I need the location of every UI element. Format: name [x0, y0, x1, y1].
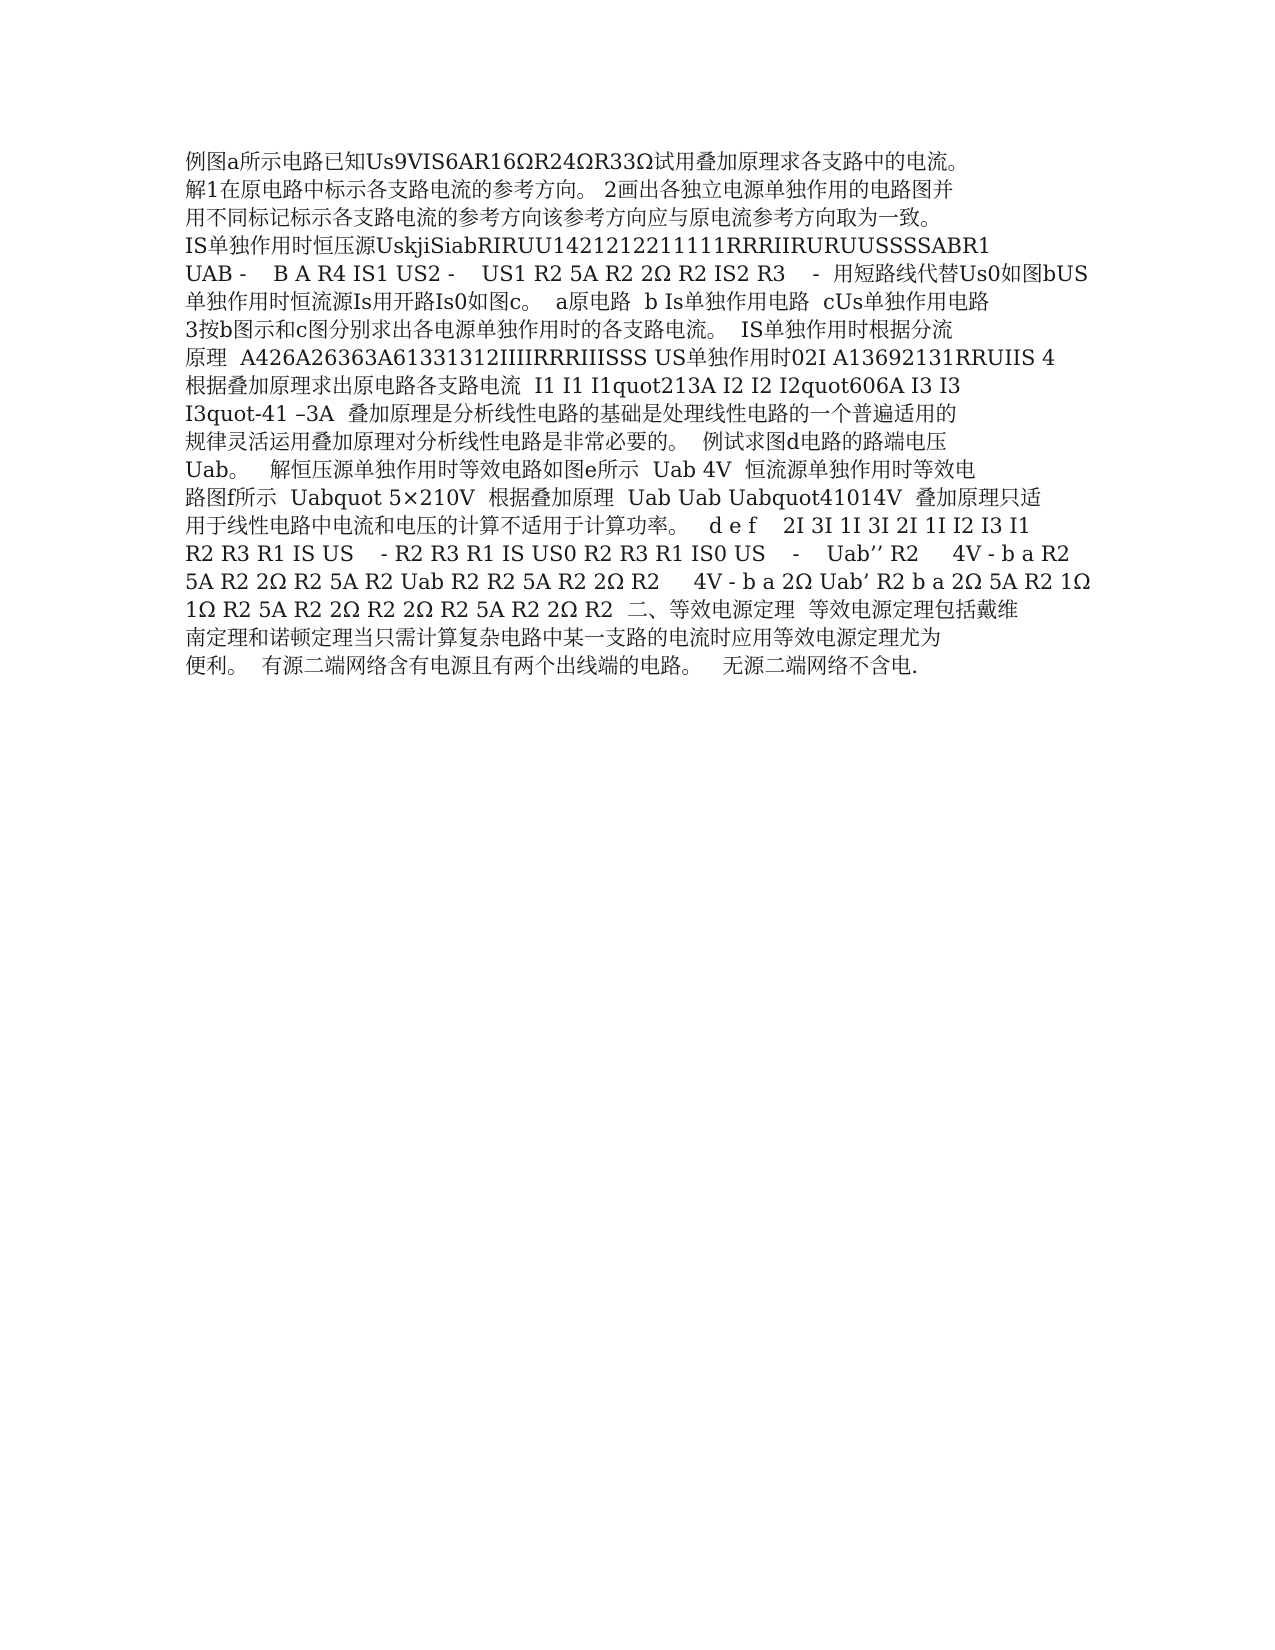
document-body — [185, 148, 1105, 680]
text-line: 用不同标记标示各支路电流的参考方向该参考方向应与原电流参考方向取为一致。 — [185, 206, 941, 230]
text-line: I3quot-41 –3A 叠加原理是分析线性电路的基础是处理线性电路的一个普遍适用的 — [185, 402, 957, 426]
text-line: 根据叠加原理求出原电路各支路电流 I1 I1 I1quot213A I2 I2 I2quot606A I3 I3 — [185, 374, 961, 398]
text-line: 用于线性电路中电流和电压的计算不适用于计算功率。 d e f 2I 3I 1I 3I 2I 1I I2 I3 I1 — [185, 514, 1032, 538]
text-line: 1Ω R2 5A R2 2Ω R2 2Ω R2 5A R2 2Ω R2 二、等效电源定理 等效电源定理包括戴维 — [185, 598, 1019, 622]
text-line: UAB - B A R4 IS1 US2 - US1 R2 5A R2 2Ω R2 IS2 R3 - 用短路线代替Us0如图bUS — [185, 262, 1089, 286]
text-line: 5A R2 2Ω R2 5A R2 Uab R2 R2 5A R2 2Ω R2 4V - b a 2Ω Uab’ R2 b a 2Ω 5A R2 1Ω — [185, 570, 1091, 594]
text-line: 规律灵活运用叠加原理对分析线性电路是非常必要的。 例试求图d电路的路端电压 — [185, 430, 947, 454]
text-line: 原理 A426A26363A61331312IIIIRRRIIISSS US单独作用时02I A13692131RRUIIS 4 — [185, 346, 1056, 370]
text-line: 解1在原电路中标示各支路电流的参考方向。 2画出各独立电源单独作用的电路图并 — [185, 178, 954, 202]
text-line: 3按b图示和c图分别求出各电源单独作用时的各支路电流。 IS单独作用时根据分流 — [185, 318, 953, 342]
text-line: R2 R3 R1 IS US - R2 R3 R1 IS US0 R2 R3 R1 IS0 US - Uab’’ R2 4V - b a R2 — [185, 542, 1071, 566]
text-line: 例图a所示电路已知Us9VIS6AR16ΩR24ΩR33Ω试用叠加原理求各支路中的电流。 — [185, 150, 969, 174]
text-line: IS单独作用时恒压源UskjiSiabRIRUU1421212211111RRRIIRURUUSSSSABR1 — [185, 234, 992, 258]
text-line: Uab。 解恒压源单独作用时等效电路如图e所示 Uab 4V 恒流源单独作用时等效电 — [185, 458, 976, 482]
text-line: 便利。 有源二端网络含有电源且有两个出线端的电路。 无源二端网络不含电. — [185, 654, 919, 678]
text-line: 单独作用时恒流源Is用开路Is0如图c。 a原电路 b Is单独作用电路 cUs单独作用电路 — [185, 290, 990, 314]
text-line: 路图f所示 Uabquot 5×210V 根据叠加原理 Uab Uab Uabquot41014V 叠加原理只适 — [185, 486, 1042, 510]
text-line: 南定理和诺顿定理当只需计算复杂电路中某一支路的电流时应用等效电源定理尤为 — [185, 626, 941, 650]
